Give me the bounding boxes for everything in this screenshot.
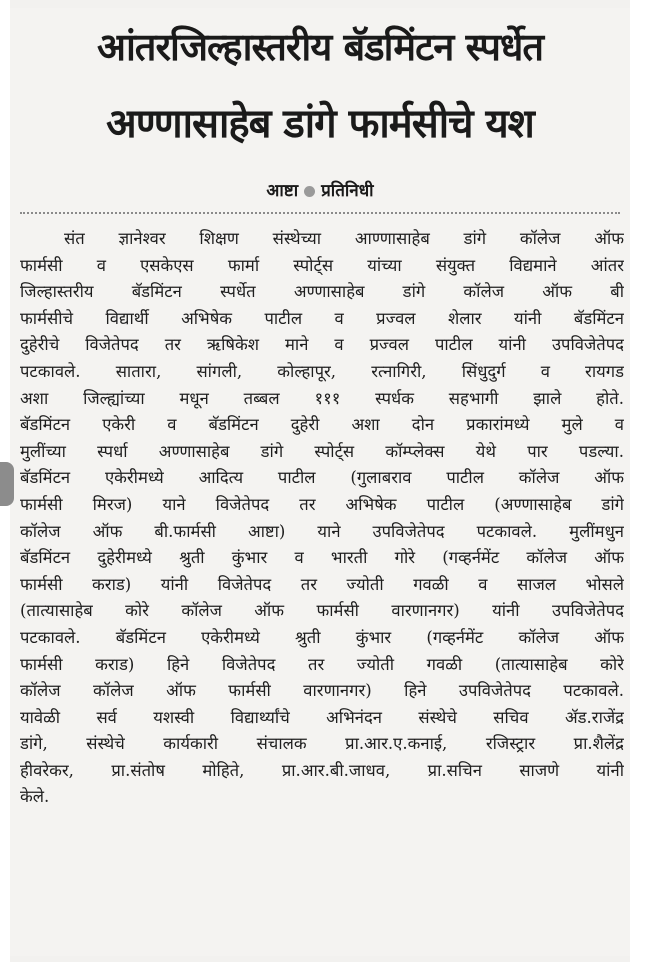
article-body-line: मुलींच्या स्पर्धा अण्णासाहेब डांगे स्पोर्ट्स कॉम्प्लेक्स येथे पार पडल्या. (20, 441, 624, 461)
article-body-line: (तात्यासाहेब कोरे कॉलेज ऑफ फार्मसी वारणानगर) यांनी उपविजेतेपद (20, 601, 624, 621)
bullet-dot-icon (304, 186, 315, 197)
article-body-line: यावेळी सर्व यशस्वी विद्यार्थ्यांचे अभिनंदन संस्थेचे सचिव ॲड.राजेंद्र (20, 707, 624, 727)
article-body-line: बॅडमिंटन एकेरी व बॅडमिंटन दुहेरी अशा दोन प्रकारांमध्ये मुले व (20, 415, 624, 435)
article-body-line: अशा जिल्ह्यांच्या मधून तब्बल १११ स्पर्धक सहभागी झाले होते. (20, 388, 624, 408)
headline-line-2: अण्णासाहेब डांगे फार्मसीचे यश (106, 101, 534, 147)
byline-place: आष्टा (266, 181, 299, 201)
byline (10, 183, 630, 200)
dotted-divider (20, 212, 620, 214)
side-handle[interactable] (0, 462, 14, 506)
article-body-line: दुहेरीचे विजेतेपद तर ऋषिकेश माने व प्रज्वल पाटील यांनी उपविजेतेपद (20, 335, 624, 355)
article-body-line: फार्मसी कराड) यांनी विजेतेपद तर ज्योती गवळी व साजल भोसले (20, 574, 624, 594)
article-body-line: केले. (20, 787, 50, 807)
article-body-line: हीवरेकर, प्रा.संतोष मोहिते, प्रा.आर.बी.जाधव, प्रा.सचिन साजणे यांनी (20, 760, 624, 780)
article-body-line: कॉलेज कॉलेज ऑफ फार्मसी वारणानगर) हिने उपविजेतेपद पटकावले. (20, 681, 624, 701)
article-body-line: बॅडमिंटन एकेरीमध्ये आदित्य पाटील (गुलाबराव पाटील कॉलेज ऑफ (20, 468, 624, 488)
article-body-line: संत ज्ञानेश्वर शिक्षण संस्थेच्या आण्णासाहेब डांगे कॉलेज ऑफ (64, 229, 624, 248)
byline-source: प्रतिनिधी (321, 181, 374, 201)
article-body-line: कॉलेज ऑफ बी.फार्मसी आष्टा) याने उपविजेतेपद पटकावले. मुलींमधुन (20, 521, 624, 541)
right-margin (630, 0, 651, 962)
article-body-line: फार्मसी कराड) हिने विजेतेपद तर ज्योती गवळी (तात्यासाहेब कोरे (20, 654, 624, 674)
article-body-line: पटकावले. बॅडमिंटन एकेरीमध्ये श्रुती कुंभार (गव्हर्नमेंट कॉलेज ऑफ (20, 627, 624, 647)
article-body-line: बॅडमिंटन दुहेरीमध्ये श्रुती कुंभार व भारती गोरे (गव्हर्नमेंट कॉलेज ऑफ (20, 548, 624, 568)
article-body-line: फार्मसी मिरज) याने विजेतेपद तर अभिषेक पाटील (अण्णासाहेब डांगे (20, 494, 624, 514)
article-body (20, 226, 624, 811)
headline-line-1: आंतरजिल्हास्तरीय बॅडमिंटन स्पर्धेत (96, 25, 544, 69)
article-body-line: पटकावले. सातारा, सांगली, कोल्हापूर, रत्नागिरी, सिंधुदुर्ग व रायगड (20, 361, 624, 381)
article-body-line: फार्मसी व एसकेएस फार्मा स्पोर्ट्स यांच्या संयुक्त विद्यमाने आंतर (20, 255, 624, 275)
article-body-line: डांगे, संस्थेचे कार्यकारी संचालक प्रा.आर.ए.कनाई, रजिस्ट्रार प्रा.शैलेंद्र (20, 734, 624, 754)
article-body-line: फार्मसीचे विद्यार्थी अभिषेक पाटील व प्रज्वल शेलार यांनी बॅडमिंटन (20, 308, 624, 328)
article-body-line: जिल्हास्तरीय बॅडमिंटन स्पर्धेत अण्णासाहेब डांगे कॉलेज ऑफ बी (20, 282, 624, 302)
